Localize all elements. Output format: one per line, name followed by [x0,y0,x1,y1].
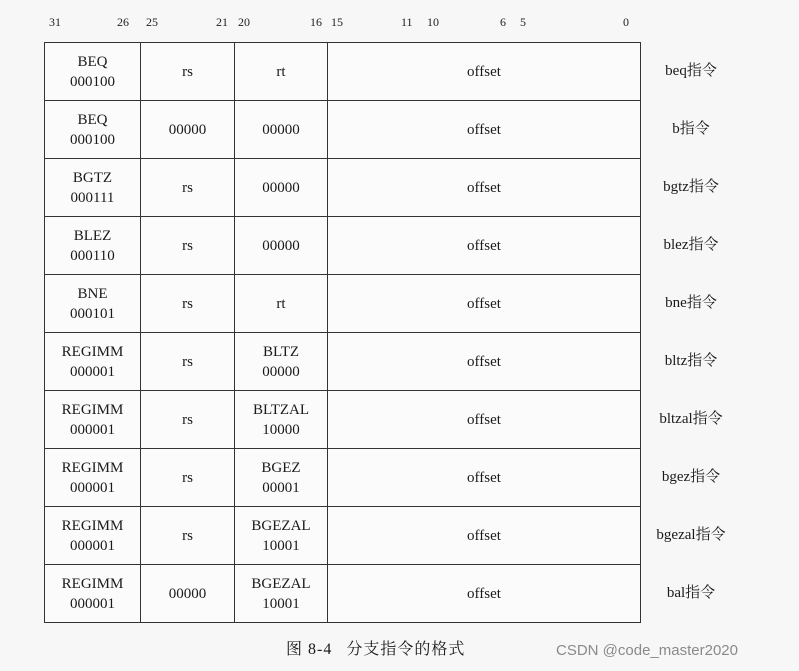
rt-cell [235,217,328,275]
rt-cell [235,275,328,333]
instruction-name-label: bgtz指令 [663,179,719,195]
rs-cell-text: rs [182,295,193,312]
opcode-cell-text: BGTZ [72,169,113,186]
offset-cell-text: offset [467,585,501,602]
bit-position-label: 11 [401,15,413,29]
opcode-cell-text: REGIMM [61,343,124,360]
opcode-cell-text: 000001 [70,537,115,554]
opcode-cell-text: REGIMM [61,401,124,418]
rs-cell [141,43,235,101]
rt-cell-text: 10001 [262,595,300,612]
instruction-row [45,159,641,217]
opcode-cell [45,217,141,275]
rt-cell-text: BLTZ [262,343,300,360]
rt-cell-text: 00000 [262,363,300,380]
figure-title: 分支指令的格式 [346,641,466,658]
opcode-cell [45,507,141,565]
offset-cell [328,275,641,333]
rt-cell [235,101,328,159]
rs-cell-text: rs [182,237,193,254]
instruction-row [45,101,641,159]
bit-position-label: 16 [310,15,322,29]
rs-cell [141,275,235,333]
offset-cell [328,507,641,565]
offset-cell [328,159,641,217]
opcode-cell [45,275,141,333]
instruction-row [45,275,641,333]
opcode-cell-text: 000100 [70,73,115,90]
rt-cell-text: BLTZAL [252,401,310,418]
bit-position-label: 21 [216,15,228,29]
instruction-row [45,391,641,449]
rs-cell [141,217,235,275]
instruction-name-label: bltzal指令 [659,411,723,427]
opcode-cell-text: 000110 [70,247,115,264]
rt-cell-text: BGEZAL [251,575,311,592]
figure-number: 图 8-4 [286,641,333,658]
offset-cell [328,333,641,391]
bit-position-label: 31 [49,15,61,29]
opcode-cell-text: BEQ [77,111,108,128]
offset-cell [328,449,641,507]
rs-cell-text: rs [182,179,193,196]
opcode-cell-text: 000111 [70,189,115,206]
opcode-cell [45,449,141,507]
instruction-row [45,565,641,623]
instruction-row [45,449,641,507]
rs-cell [141,159,235,217]
opcode-cell-text: 000001 [70,421,115,438]
instruction-name-label: b指令 [672,121,710,137]
instruction-name-label: blez指令 [663,237,719,253]
opcode-cell-text: 000001 [70,595,115,612]
opcode-cell [45,159,141,217]
bit-position-label: 25 [146,15,158,29]
bit-position-label: 10 [427,15,439,29]
instruction-name-label: bltz指令 [664,353,718,369]
opcode-cell-text: 000001 [70,479,115,496]
rs-cell [141,507,235,565]
instruction-name-label: bgezal指令 [656,527,726,543]
rs-cell-text: 00000 [168,121,207,138]
bit-position-label: 0 [623,15,629,29]
instruction-row [45,507,641,565]
bit-position-label: 6 [500,15,506,29]
instruction-name-label: bne指令 [665,295,717,311]
rt-cell [235,565,328,623]
rt-cell [235,43,328,101]
offset-cell-text: offset [467,411,501,428]
opcode-cell-text: 000100 [70,131,115,148]
opcode-cell [45,333,141,391]
rt-cell-text: 00000 [262,121,300,138]
offset-cell [328,565,641,623]
offset-cell [328,101,641,159]
figure-caption [286,636,465,659]
offset-cell [328,43,641,101]
bit-position-label: 5 [520,15,526,29]
bit-position-label: 26 [117,15,129,29]
offset-cell-text: offset [467,353,501,370]
instruction-name-label: beq指令 [665,63,717,79]
rt-cell [235,507,328,565]
rs-cell [141,449,235,507]
instruction-format-table [44,42,641,623]
rt-cell-text: 00000 [262,179,300,196]
bit-position-label: 15 [331,15,343,29]
offset-cell [328,217,641,275]
opcode-cell [45,101,141,159]
rt-cell-text: 10000 [262,421,300,438]
opcode-cell-text: REGIMM [61,575,124,592]
instruction-name-label: bgez指令 [661,469,721,485]
offset-cell-text: offset [467,179,501,196]
instruction-row [45,333,641,391]
rs-cell [141,391,235,449]
rt-cell-text: BGEZ [261,459,301,476]
watermark: CSDN @code_master2020 [556,642,738,659]
opcode-cell-text: REGIMM [61,459,124,476]
opcode-cell [45,565,141,623]
rt-cell-text: 00000 [262,237,300,254]
rt-cell [235,449,328,507]
rt-cell [235,333,328,391]
offset-cell-text: offset [467,121,501,138]
offset-cell-text: offset [467,295,501,312]
opcode-cell [45,391,141,449]
rs-cell-text: 00000 [168,585,207,602]
rt-cell [235,391,328,449]
offset-cell-text: offset [467,469,501,486]
rt-cell-text: 00001 [262,479,300,496]
rs-cell [141,333,235,391]
rs-cell-text: rs [182,353,193,370]
instruction-row [45,43,641,101]
offset-cell-text: offset [467,527,501,544]
rs-cell-text: rs [182,411,193,428]
opcode-cell-text: 000101 [70,305,115,322]
rs-cell-text: rs [182,63,193,80]
rs-cell [141,101,235,159]
offset-cell-text: offset [467,237,501,254]
opcode-cell-text: BEQ [77,53,108,70]
offset-cell [328,391,641,449]
rt-cell-text: 10001 [262,537,300,554]
instruction-row [45,217,641,275]
rs-cell-text: rs [182,469,193,486]
opcode-cell-text: 000001 [70,363,115,380]
rt-cell-text: BGEZAL [251,517,311,534]
rs-cell-text: rs [182,527,193,544]
opcode-cell-text: BLEZ [73,227,112,244]
offset-cell-text: offset [467,63,501,80]
opcode-cell-text: REGIMM [61,517,124,534]
opcode-cell-text: BNE [77,285,108,302]
bit-position-label: 20 [238,15,250,29]
rs-cell [141,565,235,623]
opcode-cell [45,43,141,101]
rt-cell-text: rt [276,63,286,80]
rt-cell [235,159,328,217]
instruction-name-label: bal指令 [666,585,716,601]
rt-cell-text: rt [276,295,286,312]
